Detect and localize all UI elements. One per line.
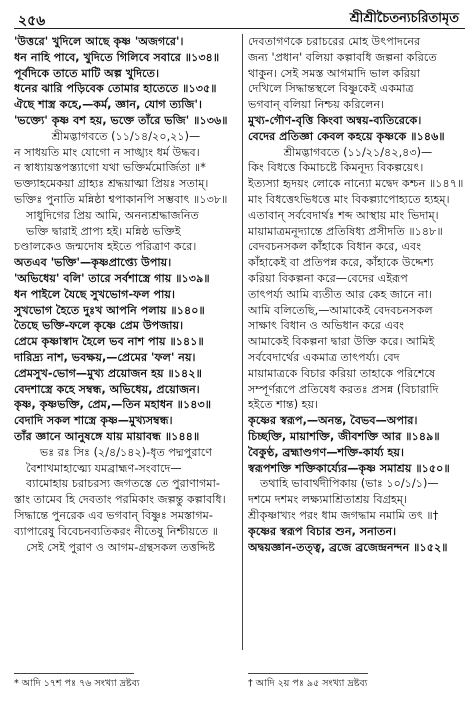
text-line: বেদবচনসকল কাঁহাকে বিধান করে, এবং xyxy=(248,240,422,254)
text-line: ভক্তিঃ পুনাতি মন্নিষ্ঠা শ্বপাকানপি সম্ভবাৎ ॥১৩৮॥ xyxy=(14,192,228,206)
text-line: তৈছে ভক্তি-ফলে কৃষ্ণে প্রেম উপজায়। xyxy=(14,319,184,333)
text-line: চিচ্ছক্তি, মায়াশক্তি, জীবশক্তি আর ॥১৪৯॥ xyxy=(248,429,440,443)
text-line: প্রেমসুখ-ভোগ—মুখ্য প্রয়োজন হয় ॥১৪২॥ xyxy=(14,366,202,380)
text-line: সাধুদিগের প্রিয় আমি, অনন্যশ্রদ্ধাজনিত xyxy=(26,208,199,222)
text-line: পূর্বদিকে তাতে মাটি অল্প খুদিতে। xyxy=(14,66,160,80)
footnote-left: * আদি ১৭শ পঃ ৭৬ সংখ্যা দ্রষ্টব্য xyxy=(14,678,140,689)
text-line: জন্য 'প্রধান' বলিয়া কল্পাবধি জল্পনা করিতে xyxy=(248,50,437,64)
text-line: সম্পূর্ণরূপে প্রতিষেধ করতঃ প্রসন্ন (বিচারাদি xyxy=(248,382,439,396)
text-line: সর্ববেদার্থের একমাত্র তাৎপর্য্য। বেদ xyxy=(248,350,400,364)
text-line: প্রেমে কৃষ্ণাস্বাদ হৈলে ভব নাশ পায় ॥১৪১॥ xyxy=(14,335,204,349)
footnote-rule-right xyxy=(248,673,368,674)
text-line: ধন পাইলে যৈছে সুখভোগ-ফল পায়। xyxy=(14,287,175,301)
text-line: ভক্তি দ্বারাই প্রাপ্য হই। মন্নিষ্ঠ ভক্তিই xyxy=(26,224,181,238)
text-line: সুখভোগ হৈতে দুঃখ আপনি পলায় ॥১৪০॥ xyxy=(14,303,205,317)
text-line: তাঁর জ্ঞানে আনুষঙ্গে যায় মায়াবন্ধ ॥১৪৪॥ xyxy=(14,429,200,443)
text-line: সিদ্ধান্তে পুনরেক এব ভগবান্ বিষ্ণুঃ সমস্তাগম- xyxy=(14,508,213,522)
text-line: আমি বলিতেছি,—আমাকেই বেদবচনসকল xyxy=(248,303,433,317)
text-line: শ্রীমদ্ভাগবতে (১১/১৪/২০,২১)— xyxy=(51,129,201,143)
page-number: ২৫৬ xyxy=(18,13,46,29)
text-line: তথাহি ভাবার্থদীপিকায় (ভাঃ ১০/১/১)— xyxy=(260,477,439,491)
text-line: বৈকুণ্ঠ, ব্রহ্মাণ্ডগণ—শক্তি-কার্য্য হয়। xyxy=(248,445,404,459)
text-line: কৃষ্ণের স্বরূপ বিচার শুন, সনাতন। xyxy=(248,524,397,538)
text-line: বৈশাখমাহাত্ম্যে যমব্রাহ্মণ-সংবাদে— xyxy=(26,461,182,475)
text-line: ভঃ রঃ সিঃ (২/৪/১৪২)-ধৃত পদ্মপুরাণে xyxy=(39,445,213,459)
text-line: ন সাধয়তি মাং যোগো ন সাঙ্খ্যং ধর্ম উদ্ধব। xyxy=(14,145,200,159)
text-line: হইতে শান্ত) হয়। xyxy=(248,398,319,412)
text-line: দেখিলে সিদ্ধান্তস্থলে বিষ্ণুকেই একমাত্র xyxy=(248,82,414,96)
text-line: কৃষ্ণের স্বরূপ,—অনন্ত, বৈভব—অপার। xyxy=(248,414,418,428)
text-line: ধনের ঝারি পড়িবেক তোমার হাতেতে ॥১৩৫॥ xyxy=(14,82,217,96)
text-line: স্বরূপশক্তি শক্তিকার্য্যের—কৃষ্ণ সমাশ্রয় ॥১৫০॥ xyxy=(248,461,450,475)
text-line: ধন নাহি পাবে, খুদিতে গিলিবে সবারে ॥১৩৪॥ xyxy=(14,50,220,64)
left-column xyxy=(14,34,238,650)
text-line: কৃষ্ণ, কৃষ্ণভক্তি, প্রেম,—তিন মহাধন ॥১৪৩॥ xyxy=(14,398,212,412)
text-line: থাকুন। সেই সমস্ত আগমাদি ভাল করিয়া xyxy=(248,66,421,80)
footnote-right: † আদি ২য় পঃ ৯৫ সংখ্যা দ্রষ্টব্য xyxy=(248,678,368,689)
text-line: 'উত্তরে' খুদিলে আছে কৃষ্ণ 'অজগরে'। xyxy=(14,35,184,48)
text-line: দশমে দশমং লক্ষ্যমাশ্রিতাশ্রয় বিগ্রহম্। xyxy=(248,493,408,507)
text-line: কাঁহাকেই বা প্রতিপন্ন করে, কাঁহাকে উদ্দেশ্য xyxy=(248,256,434,270)
text-line: ভগবান্ বলিয়া নিশ্চয় করিলেন। xyxy=(248,98,385,112)
column-divider xyxy=(242,34,243,650)
text-line: 'অভিধেয়' বলি' তারে সর্বশাস্ত্রে গায় ॥১৩৯॥ xyxy=(14,271,210,285)
text-line: শ্রীকৃষ্ণাখ্যং পরং ধাম জগদ্ধাম নমামি তৎ ॥† xyxy=(248,508,439,522)
running-title: শ্রীশ্রীচৈতন্যচরিতামৃত xyxy=(349,11,459,26)
text-line: মায়ামাত্রকে বিচার করিয়া তাহাকে পরিশেষে xyxy=(248,366,436,380)
text-line: ন স্বাধ্যায়স্তপস্ত্যাগো যথা ভক্তির্মমোর্জিতা ॥* xyxy=(14,161,206,175)
text-line: তাৎপর্য্য আমি ব্যতীত আর কেহ জানে না। xyxy=(248,287,432,301)
text-line: বেদশাস্ত্রে কহে সম্বন্ধ, অভিধেয়, প্রয়োজন। xyxy=(14,382,200,396)
text-line: ব্যাপারেষু বিবেচনব্যতিকরং নীতেষু নিশ্চীয়তে ॥ xyxy=(14,524,219,538)
text-line: ভক্ত্যাহমেকয়া গ্রাহ্যঃ শ্রদ্ধয়াত্মা প্রিয়ঃ সতাম্। xyxy=(14,177,209,191)
text-line: চণ্ডালকেও জন্মদোষ হইতে পরিত্রাণ করে। xyxy=(14,240,197,254)
text-line: স্তাং তামেব হি দেবতাং পরমিকাং জল্পন্তু কল্পাবধি। xyxy=(14,493,226,507)
text-line: শ্রীমদ্ভাগবতে (১১/২১/৪২,৪৩)— xyxy=(283,145,433,159)
text-line: ব্যামোহায় চরাচরস্য জগতস্তে তে পুরাণাগমা- xyxy=(26,477,220,491)
text-line: 'ভক্ত্যে' কৃষ্ণ বশ হয়, ভক্তে তাঁরে ভজি' ॥১৩৬॥ xyxy=(14,113,228,127)
text-line: মাং বিধত্তেঽভিধত্তে মাং বিকল্প্যাপোহ্যতে হ্যহম্। xyxy=(248,192,450,206)
text-line: অতএব 'ভক্তি'—কৃষ্ণপ্রাপ্ত্যে উপায়। xyxy=(14,256,172,270)
right-column xyxy=(248,34,468,650)
text-line: আমাকেই বিকল্পনা দ্বারা উক্তি করে। আমিই xyxy=(248,335,435,349)
text-line: মুখ্য-গৌণ-বৃত্তি কিংবা অন্বয়-ব্যতিরেকে। xyxy=(248,113,422,127)
text-line: করিয়া বিকল্পনা করে—বেদের এইরূপ xyxy=(248,271,408,285)
text-line: ঐছে শাস্ত্র কহে,—কর্ম, জ্ঞান, যোগ ত্যজি'। xyxy=(14,98,202,112)
text-line: অদ্বয়জ্ঞান-তত্ত্ব, ব্রজে ব্রজেন্দ্রনন্দন ॥১৫২॥ xyxy=(248,540,448,554)
text-line: দারিদ্র্য নাশ, ভবক্ষয়,—প্রেমের 'ফল' নয়। xyxy=(14,350,196,364)
text-line: বেদের প্রতিজ্ঞা কেবল কহয়ে কৃষ্ণকে ॥১৪৬॥ xyxy=(248,129,445,143)
text-line: দেবতাগণকে চরাচরের মোহ উৎপাদনের xyxy=(248,35,421,48)
text-line: এতাবান্ সর্ববেদার্থঃ শব্দ আস্থায় মাং ভিদাম্। xyxy=(248,208,439,222)
text-line: সেই সেই পুরাণ ও আগম-গ্রন্থসকল তত্তদ্দিষ্ট xyxy=(26,540,216,554)
text-line: মায়ামাত্রমনূদ্যান্তে প্রতিষিধ্য প্রসীদতি ॥১৪৮॥ xyxy=(248,224,443,238)
text-line: বেদাদি সকল শাস্ত্রে কৃষ্ণ—মুখ্যসম্বন্ধ। xyxy=(14,414,173,428)
text-line: সাক্ষাৎ বিধান ও অভিধান করে এবং xyxy=(248,319,405,333)
page-header xyxy=(14,8,465,29)
text-line: ইত্যস্যা হৃদয়ং লোকে নান্যো মদ্বেদ কশ্চন ॥১৪৭॥ xyxy=(248,177,464,191)
footnote-rule-left xyxy=(14,673,134,674)
text-line: কিং বিধত্তে কিমাচষ্টে কিমনূদ্য বিকল্পয়েৎ। xyxy=(248,161,424,175)
